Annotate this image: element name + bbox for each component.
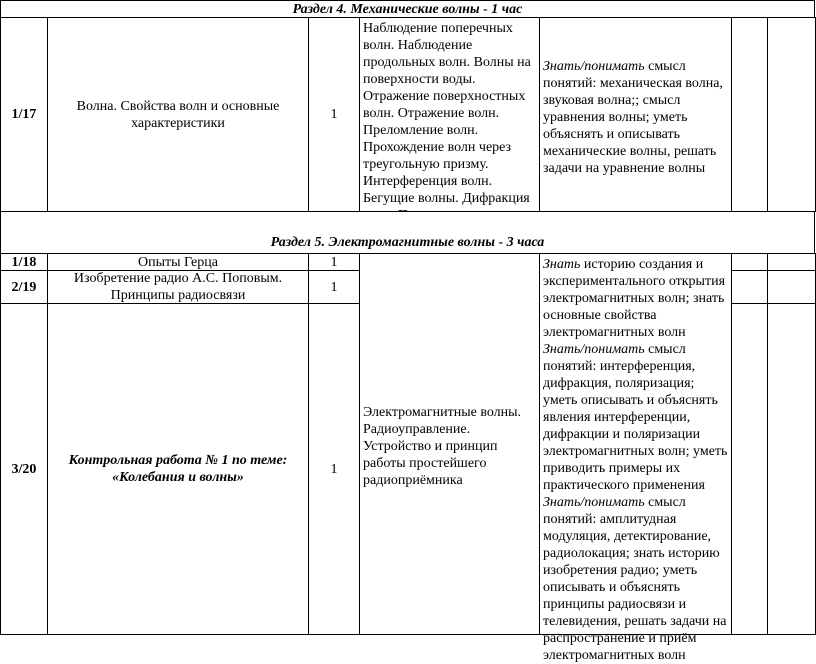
empty-cell <box>767 303 816 635</box>
empty-cell <box>767 17 816 212</box>
requirement-text: смысл понятий: механическая волна, звуковая волна;; смысл уравнения волны; уметь объяснять и описывать механические волны, решать задачи на уравнение волны <box>543 59 723 176</box>
lesson-topic-2-19: Изобретение радио А.С. Поповым. Принципы радиосвязи <box>47 270 309 304</box>
lesson-requirements-1-17 <box>539 17 732 212</box>
lesson-topic-1-18: Опыты Герца <box>47 253 309 271</box>
lesson-hours-2-19: 1 <box>308 270 360 304</box>
requirement-text: историю создания и экспериментального открытия электромагнитных волн; знать основные свойства электромагнитных волн <box>543 257 726 340</box>
empty-cell <box>731 253 768 271</box>
empty-cell <box>767 270 816 304</box>
requirement-emphasis: Знать/понимать <box>543 59 645 74</box>
empty-cell <box>731 270 768 304</box>
lesson-hours-3-20: 1 <box>308 303 360 635</box>
lesson-topic-1-17: Волна. Свойства волн и основные характеристики <box>47 17 309 212</box>
requirement-emphasis: Знать <box>543 257 581 272</box>
requirement-emphasis: Знать/понимать <box>543 342 645 357</box>
section-5-title: Раздел 5. Электромагнитные волны - 3 часа <box>0 211 815 254</box>
empty-cell <box>731 303 768 635</box>
lesson-number-3-20: 3/20 <box>0 303 48 635</box>
lesson-hours-1-18: 1 <box>308 253 360 271</box>
lesson-topic-3-20: Контрольная работа № 1 по теме: «Колебания и волны» <box>47 303 309 635</box>
requirement-text: смысл понятий: интерференция, дифракция, поляризация; уметь описывать и объяснять явления интерференции, дифракции и поляризации электромагнитных волн; уметь приводить примеры их практического применения <box>543 342 728 493</box>
empty-cell <box>731 17 768 212</box>
requirement-text: смысл понятий: амплитудная модуляция, детектирование, радиолокация; знать историю изобретения радио; уметь описывать и объяснять принципы радиосвязи и телевидения, решать задачи на распространение и приём электромагнитных волн <box>543 495 727 663</box>
lesson-number-2-19: 2/19 <box>0 270 48 304</box>
section-5-demos: Электромагнитные волны. Радиоуправление. Устройство и принцип работы простейшего радиоприёмника <box>359 253 540 635</box>
lesson-number-1-17: 1/17 <box>0 17 48 212</box>
section-5-requirements <box>539 253 732 663</box>
requirement-emphasis: Знать/понимать <box>543 495 645 510</box>
empty-cell <box>767 253 816 271</box>
lesson-demos-1-17: Наблюдение поперечных волн. Наблюдение продольных волн. Волны на поверхности воды. Отражение поверхностных волн. Отражение волн. Преломление волн. Прохождение волн через треугольную призму. Интерференция волн. Бегущие волны. Дифракция <box>359 17 540 212</box>
section-4-title: Раздел 4. Механические волны - 1 час <box>0 0 815 18</box>
lesson-hours-1-17: 1 <box>308 17 360 212</box>
lesson-number-1-18: 1/18 <box>0 253 48 271</box>
